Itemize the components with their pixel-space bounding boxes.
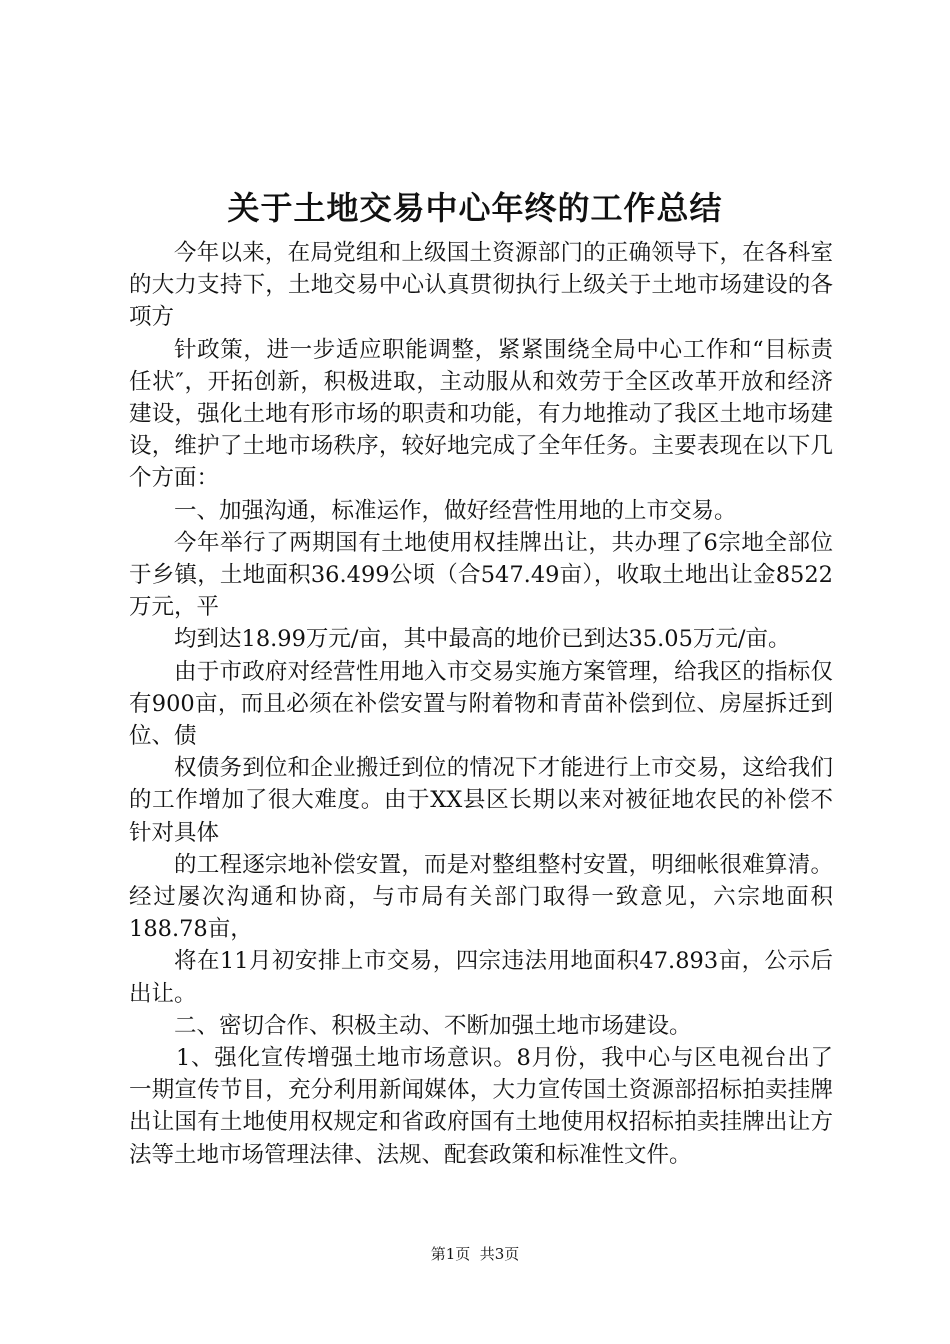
paragraph: 的工程逐宗地补偿安置，而是对整组整村安置，明细帐很难算清。经过屡次沟通和协商，与市局有关部门取得一致意见，六宗地面积188.78亩， [129, 851, 833, 943]
paragraph: 针政策，进一步适应职能调整，紧紧围绕全局中心工作和“目标责任状″，开拓创新，积极进取，主动服从和效劳于全区改革开放和经济建设，强化土地有形市场的职责和功能，有力地推动了我区土地市场建设，维护了土地市场秩序，较好地完成了全年任务。主要表现在以下几个方面： [129, 336, 833, 492]
paragraph: 由于市政府对经营性用地入市交易实施方案管理，给我区的指标仅有900亩，而且必须在补偿安置与附着物和青苗补偿到位、房屋拆迁到位、债 [129, 658, 833, 750]
paragraph: 今年以来，在局党组和上级国土资源部门的正确领导下，在各科室的大力支持下，土地交易中心认真贯彻执行上级关于土地市场建设的各项方 [129, 240, 833, 331]
section-heading: 二、密切合作、积极主动、不断加强土地市场建设。 [174, 1012, 692, 1039]
paragraph: 均到达18.99万元/亩，其中最高的地价已到达35.05万元/亩。 [174, 626, 791, 653]
document-body [129, 237, 833, 1171]
paragraph: 1、强化宣传增强土地市场意识。8月份，我中心与区电视台出了一期宣传节目，充分利用新闻媒体，大力宣传国土资源部招标拍卖挂牌出让国有土地使用权规定和省政府国有土地使用权招标拍卖挂牌出让方法等土地市场管理法律、法规、配套政策和标准性文件。 [129, 1045, 833, 1168]
paragraph: 将在11月初安排上市交易，四宗违法用地面积47.893亩，公示后出让。 [129, 948, 833, 1007]
paragraph: 权债务到位和企业搬迁到位的情况下才能进行上市交易，这给我们的工作增加了很大难度。由于XX县区长期以来对被征地农民的补偿不针对具体 [129, 755, 833, 846]
document-title: 关于土地交易中心年终的工作总结 [227, 189, 723, 227]
page-number: 第1页 共3页 [430, 1245, 520, 1263]
paragraph: 今年举行了两期国有土地使用权挂牌出让，共办理了6宗地全部位于乡镇，土地面积36.499公顷（合547.49亩），收取土地出让金8522万元，平 [129, 529, 833, 621]
section-heading: 一、加强沟通，标准运作，做好经营性用地的上市交易。 [174, 497, 737, 524]
